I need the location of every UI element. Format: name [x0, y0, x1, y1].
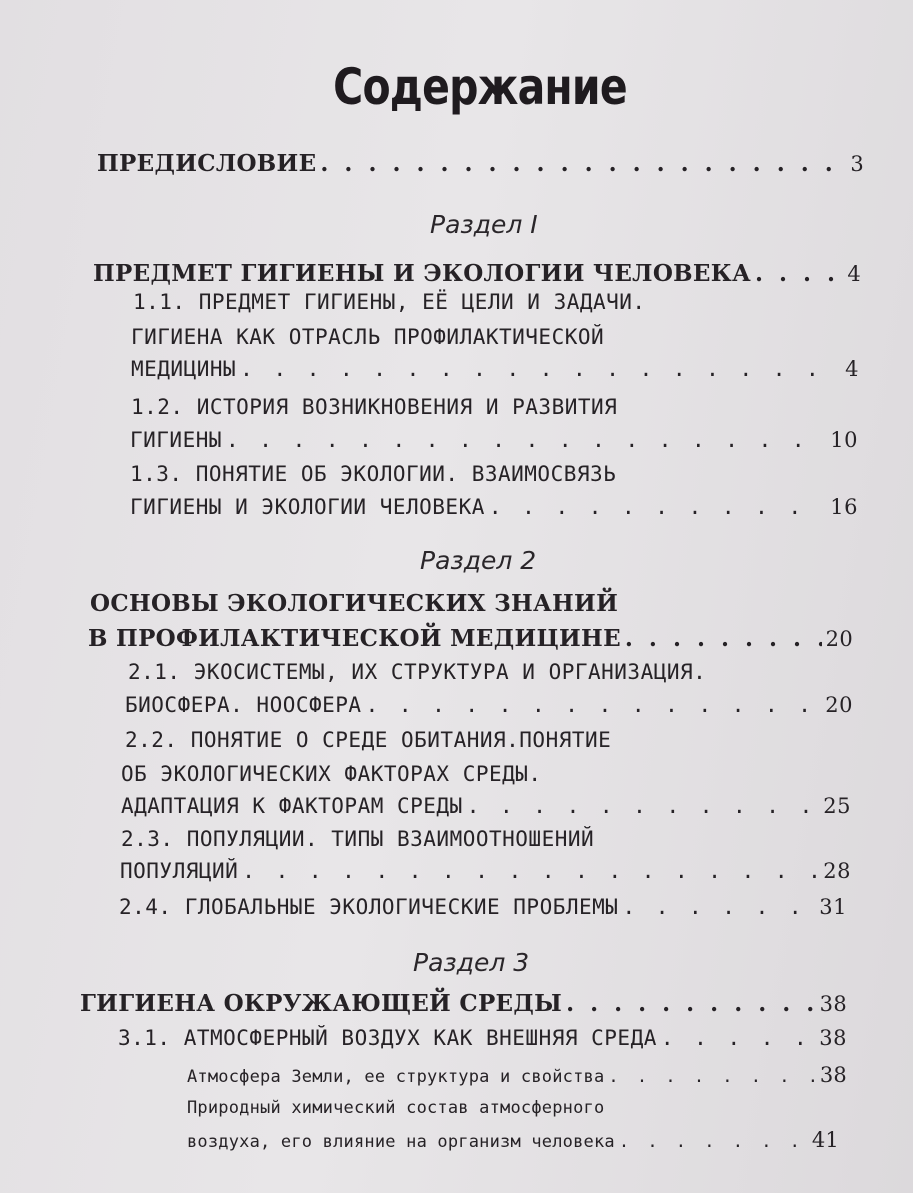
- leader-dots: [320, 150, 846, 177]
- toc-chapter: [80, 990, 847, 1017]
- page-number: 31: [819, 895, 847, 919]
- page-title: Содержание: [333, 58, 627, 116]
- page-number: 10: [830, 428, 858, 452]
- section-title: Раздел 2: [420, 546, 537, 575]
- toc-item: [130, 495, 858, 519]
- page-number: 20: [825, 627, 853, 651]
- page-number: 4: [845, 357, 859, 381]
- toc-item-line: ГИГИЕНЫ И ЭКОЛОГИИ ЧЕЛОВЕКА: [130, 495, 485, 519]
- toc-item-line: 2.1. ЭКОСИСТЕМЫ, ИХ СТРУКТУРА И ОРГАНИЗАЦИЯ.: [128, 660, 707, 684]
- toc-item-line: 1.2. ИСТОРИЯ ВОЗНИКНОВЕНИЯ И РАЗВИТИЯ: [131, 395, 618, 419]
- toc-item-line: МЕДИЦИНЫ: [131, 357, 237, 381]
- leader-dots: [489, 495, 826, 519]
- leader-dots: [240, 357, 841, 381]
- chapter-title: ОСНОВЫ ЭКОЛОГИЧЕСКИХ ЗНАНИЙ: [90, 590, 619, 617]
- toc-item: [121, 794, 851, 818]
- chapter-title: В ПРОФИЛАКТИЧЕСКОЙ МЕДИЦИНЕ: [88, 625, 621, 652]
- toc-subitem-line: Атмосфера Земли, ее структура и свойства: [187, 1067, 605, 1087]
- toc-item-line: ГИГИЕНА КАК ОТРАСЛЬ ПРОФИЛАКТИЧЕСКОЙ: [131, 325, 605, 349]
- page-number: 38: [819, 1063, 847, 1087]
- toc-item: [131, 357, 859, 381]
- toc-item: [125, 693, 853, 717]
- toc-item: [118, 1026, 847, 1050]
- preface-label: ПРЕДИСЛОВИЕ: [97, 150, 317, 177]
- toc-item-line: 3.1. АТМОСФЕРНЫЙ ВОЗДУХ КАК ВНЕШНЯЯ СРЕДА: [118, 1026, 657, 1050]
- page-number: 4: [847, 262, 861, 286]
- leader-dots: [226, 428, 826, 452]
- toc-item: [120, 859, 851, 883]
- toc-item-line: ГИГИЕНЫ: [130, 428, 223, 452]
- toc-item-line: 2.2. ПОНЯТИЕ О СРЕДЕ ОБИТАНИЯ.ПОНЯТИЕ: [125, 728, 612, 752]
- section-title: Раздел 3: [413, 948, 530, 977]
- toc-item-line: 2.3. ПОПУЛЯЦИИ. ТИПЫ ВЗАИМООТНОШЕНИЙ: [121, 827, 595, 851]
- toc-item-line: 1.3. ПОНЯТИЕ ОБ ЭКОЛОГИИ. ВЗАИМОСВЯЗЬ: [130, 462, 617, 486]
- toc-item-line: ПОПУЛЯЦИЙ: [120, 859, 239, 883]
- leader-dots: [467, 794, 820, 818]
- page-number: 25: [823, 794, 851, 818]
- toc-item: [130, 428, 858, 452]
- leader-dots: [619, 1132, 808, 1152]
- toc-subitem-line: Природный химический состав атмосферного: [187, 1098, 605, 1118]
- page-number: 41: [811, 1128, 839, 1152]
- toc-item-line: БИОСФЕРА. НООСФЕРА: [125, 693, 362, 717]
- toc-item-line: 1.1. ПРЕДМЕТ ГИГИЕНЫ, ЕЁ ЦЕЛИ И ЗАДАЧИ.: [133, 290, 646, 314]
- toc-preface: [97, 150, 864, 177]
- toc-subitem-line: воздуха, его влияние на организм человека: [187, 1132, 615, 1152]
- toc-subitem: [187, 1128, 839, 1152]
- leader-dots: [661, 1026, 815, 1050]
- toc-subitem: [187, 1063, 847, 1087]
- page-number: 20: [825, 693, 853, 717]
- page-number: 16: [830, 495, 858, 519]
- leader-dots: [622, 895, 815, 919]
- page-number: 3: [850, 152, 864, 176]
- toc-item-line: ОБ ЭКОЛОГИЧЕСКИХ ФАКТОРАХ СРЕДЫ.: [121, 762, 542, 786]
- leader-dots: [608, 1067, 815, 1087]
- page-number: 38: [819, 1026, 847, 1050]
- toc-chapter: [93, 260, 861, 287]
- page-number: 38: [819, 992, 847, 1016]
- section-title: Раздел I: [430, 210, 538, 239]
- chapter-title: ГИГИЕНА ОКРУЖАЮЩЕЙ СРЕДЫ: [80, 990, 563, 1017]
- toc-item-line: 2.4. ГЛОБАЛЬНЫЕ ЭКОЛОГИЧЕСКИЕ ПРОБЛЕМЫ: [119, 895, 619, 919]
- toc-item-line: АДАПТАЦИЯ К ФАКТОРАМ СРЕДЫ: [121, 794, 463, 818]
- chapter-title: ПРЕДМЕТ ГИГИЕНЫ И ЭКОЛОГИИ ЧЕЛОВЕКА: [93, 260, 751, 287]
- toc-chapter: [88, 625, 853, 652]
- leader-dots: [755, 260, 843, 287]
- leader-dots: [625, 625, 822, 652]
- leader-dots: [242, 859, 819, 883]
- leader-dots: [366, 693, 822, 717]
- leader-dots: [566, 990, 816, 1017]
- toc-item: [119, 895, 847, 919]
- page-number: 28: [823, 859, 851, 883]
